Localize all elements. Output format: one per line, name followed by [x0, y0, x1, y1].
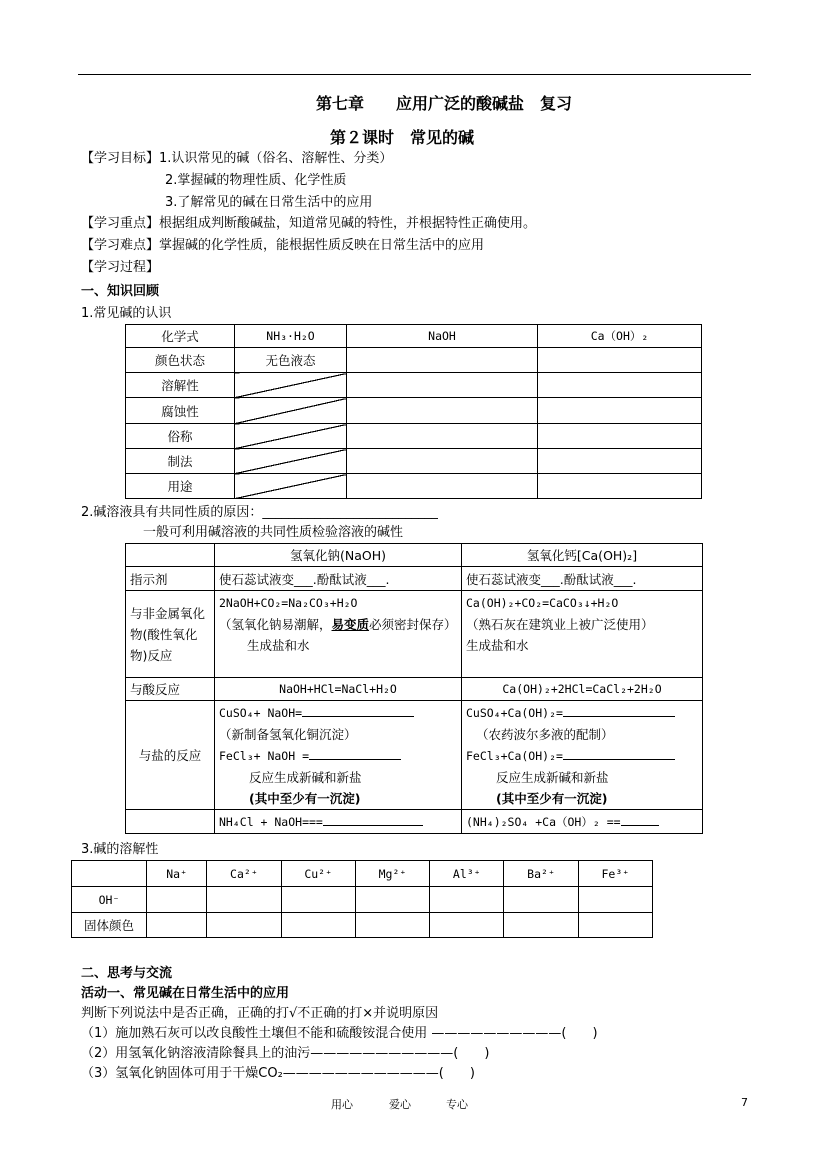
cell-slashed: [235, 474, 347, 499]
result-text: 反应生成新碱和新盐: [249, 770, 362, 785]
salt-nh4cl: [215, 810, 462, 834]
cell-nh3-color: 无色液态: [235, 348, 347, 373]
eq-fecl3-caoh: FeCl₃+Ca(OH)₂=: [466, 749, 563, 763]
goals-label: 【学习目标】: [81, 151, 160, 166]
ion-fe: Fe³⁺: [578, 861, 652, 887]
ion-cu: Cu²⁺: [281, 861, 355, 887]
goals-section: [81, 148, 392, 169]
cell-empty[interactable]: [207, 887, 281, 913]
note-emphasis: 易变质: [331, 617, 370, 632]
ion-na: Na⁺: [147, 861, 207, 887]
cell-slashed: [235, 449, 347, 474]
nonmetal-naoh: [215, 591, 462, 678]
cell-empty[interactable]: [355, 887, 429, 913]
eq-cuso4-caoh: CuSO₄+Ca(OH)₂=: [466, 706, 563, 720]
note-part: 必须密封保存）: [369, 617, 457, 632]
cell-empty[interactable]: [207, 913, 281, 938]
goal-3: 3.了解常见的碱在日常生活中的应用: [165, 195, 373, 210]
difficulty-label: 【学习难点】: [81, 238, 160, 253]
header-formula: 化学式: [126, 325, 235, 348]
answer-blank[interactable]: [563, 716, 675, 717]
page-subtitle: 第２课时 常见的碱: [330, 128, 475, 147]
difficulty-text: 掌握碱的化学性质，能根据性质反映在日常生活中的应用: [159, 238, 485, 253]
question-2-text: 2.碱溶液具有共同性质的原因：: [81, 505, 263, 520]
answer-blank[interactable]: [323, 825, 423, 826]
common-bases-table: [125, 324, 702, 499]
cell-slashed: [235, 424, 347, 449]
question-2: [81, 502, 438, 523]
salt-nh4so4: [462, 810, 703, 834]
eq-fecl3-naoh: FeCl₃+ NaOH =: [219, 749, 310, 763]
row-label-solubility: 溶解性: [126, 373, 235, 398]
cell-empty[interactable]: [538, 449, 702, 474]
row-label-preparation: 制法: [126, 449, 235, 474]
cell-empty[interactable]: [538, 474, 702, 499]
cell-empty[interactable]: [347, 348, 538, 373]
base-properties-table: [125, 543, 703, 834]
cell-empty[interactable]: [538, 348, 702, 373]
cell-empty[interactable]: [281, 913, 355, 938]
row-oh: OH⁻: [72, 887, 147, 913]
focus-text: 根据组成判断酸碱盐，知道常见碱的特性，并根据特性正确使用。: [159, 216, 537, 231]
cell-empty[interactable]: [347, 424, 538, 449]
cell-empty[interactable]: [430, 913, 504, 938]
naoh-storage-note: [219, 614, 457, 635]
cell-empty[interactable]: [504, 913, 578, 938]
statement-1: （1）施加熟石灰可以改良酸性土壤但不能和硫酸铵混合使用 ——————————( ): [81, 1026, 598, 1041]
focus-label: 【学习重点】: [81, 216, 160, 231]
precipitate-note: (其中至少有一沉淀): [249, 791, 361, 806]
answer-blank[interactable]: [621, 825, 659, 826]
eq-cuso4-naoh: CuSO₄+ NaOH=: [219, 706, 303, 720]
cell-empty[interactable]: [347, 373, 538, 398]
goal-1: 1.认识常见的碱（俗名、溶解性、分类）: [159, 151, 393, 166]
cell-empty[interactable]: [355, 913, 429, 938]
footer-motto-1: 用心: [331, 1098, 353, 1111]
header-caoh: Ca（OH）₂: [538, 325, 702, 348]
answer-blank[interactable]: [563, 759, 675, 760]
acid-caoh: Ca(OH)₂+2HCl=CaCl₂+2H₂O: [462, 678, 703, 701]
row-salt: 与盐的反应: [126, 701, 215, 810]
cell-empty[interactable]: [538, 398, 702, 424]
indicator-caoh[interactable]: 使石蕊试液变___.酚酞试液___.: [462, 567, 703, 591]
solubility-table: [71, 860, 653, 938]
statement-3: （3）氢氧化钠固体可用于干燥CO₂————————————( ): [81, 1066, 475, 1081]
precipitate-note: (其中至少有一沉淀): [496, 791, 608, 806]
footer-motto-2: 爱心: [389, 1098, 411, 1111]
result-text: 生成盐和水: [466, 638, 529, 653]
row-label-uses: 用途: [126, 474, 235, 499]
corner-cell: [126, 544, 215, 567]
ion-al: Al³⁺: [430, 861, 504, 887]
section-2-heading: 二、思考与交流: [81, 966, 173, 981]
indicator-naoh[interactable]: 使石蕊试液变___.酚酞试液___.: [215, 567, 462, 591]
question-1: 1.常见碱的认识: [81, 306, 172, 321]
row-indicator: 指示剂: [126, 567, 215, 591]
eq-naoh-co2: 2NaOH+CO₂=Na₂CO₃+H₂O: [219, 596, 358, 610]
corner-cell: [72, 861, 147, 887]
cell-empty[interactable]: [281, 887, 355, 913]
question-2-blank[interactable]: ___________________________: [262, 505, 438, 520]
row-nonmetal: 与非金属氧化物(酸性氧化物)反应: [126, 591, 215, 678]
section-1-heading: 一、知识回顾: [81, 284, 160, 299]
note-text: （农药波尔多液的配制）: [476, 727, 614, 742]
caoh-usage-note: （熟石灰在建筑业上被广泛使用）: [466, 617, 654, 632]
cell-empty[interactable]: [147, 887, 207, 913]
cell-empty[interactable]: [538, 373, 702, 398]
header-naoh-col: 氢氧化钠(NaOH): [215, 544, 462, 567]
process-label: 【学习过程】: [81, 260, 160, 275]
cell-empty[interactable]: [578, 913, 652, 938]
eq-caoh-co2: Ca(OH)₂+CO₂=CaCO₃↓+H₂O: [466, 596, 619, 610]
nonmetal-caoh: [462, 591, 703, 678]
cell-empty[interactable]: [430, 887, 504, 913]
cell-empty[interactable]: [347, 398, 538, 424]
cell-empty[interactable]: [147, 913, 207, 938]
cell-empty[interactable]: [347, 474, 538, 499]
result-text: 生成盐和水: [247, 638, 310, 653]
cell-empty[interactable]: [504, 887, 578, 913]
cell-slashed: [235, 398, 347, 424]
salt-naoh: [215, 701, 462, 810]
goal-2: 2.掌握碱的物理性质、化学性质: [165, 173, 347, 188]
cell-empty[interactable]: [347, 449, 538, 474]
row-label-corrosive: 腐蚀性: [126, 398, 235, 424]
focus-section: [81, 213, 536, 234]
header-naoh: NaOH: [347, 325, 538, 348]
ion-ba: Ba²⁺: [504, 861, 578, 887]
header-nh3: NH₃·H₂O: [235, 325, 347, 348]
difficulty-section: [81, 235, 484, 256]
activity-1-heading: 活动一、常见碱在日常生活中的应用: [81, 986, 290, 1001]
eq-nh4so4-caoh: (NH₄)₂SO₄ +Ca（OH）₂ ==: [466, 814, 621, 829]
ion-mg: Mg²⁺: [355, 861, 429, 887]
answer-blank[interactable]: [309, 759, 401, 760]
salt-caoh: [462, 701, 703, 810]
note-text: （新制备氢氧化铜沉淀）: [219, 727, 357, 742]
cell-empty: [126, 810, 215, 834]
cell-slashed: [235, 373, 347, 398]
footer-motto-3: 专心: [446, 1098, 468, 1111]
page-title: 第七章 应用广泛的酸碱盐 复习: [316, 94, 573, 113]
result-text: 反应生成新碱和新盐: [496, 770, 609, 785]
header-caoh-col: 氢氧化钙[Ca(OH)₂]: [462, 544, 703, 567]
row-solid-color: 固体颜色: [72, 913, 147, 938]
judge-instruction: 判断下列说法中是否正确，正确的打√不正确的打×并说明原因: [81, 1006, 439, 1021]
ion-ca: Ca²⁺: [207, 861, 281, 887]
row-acid: 与酸反应: [126, 678, 215, 701]
header-rule: [78, 74, 751, 75]
eq-nh4cl-naoh: NH₄Cl + NaOH===: [219, 815, 323, 829]
answer-blank[interactable]: [302, 716, 414, 717]
cell-empty[interactable]: [578, 887, 652, 913]
row-label-common-name: 俗称: [126, 424, 235, 449]
note-part: （氢氧化钠易潮解，: [219, 617, 332, 632]
row-label-color: 颜色状态: [126, 348, 235, 373]
question-3: 3.碱的溶解性: [81, 842, 159, 857]
question-2-note: 一般可利用碱溶液的共同性质检验溶液的碱性: [143, 525, 404, 540]
page-number: 7: [741, 1096, 748, 1109]
cell-empty[interactable]: [538, 424, 702, 449]
statement-2: （2）用氢氧化钠溶液清除餐具上的油污———————————( ): [81, 1046, 490, 1061]
acid-naoh: NaOH+HCl=NaCl+H₂O: [215, 678, 462, 701]
